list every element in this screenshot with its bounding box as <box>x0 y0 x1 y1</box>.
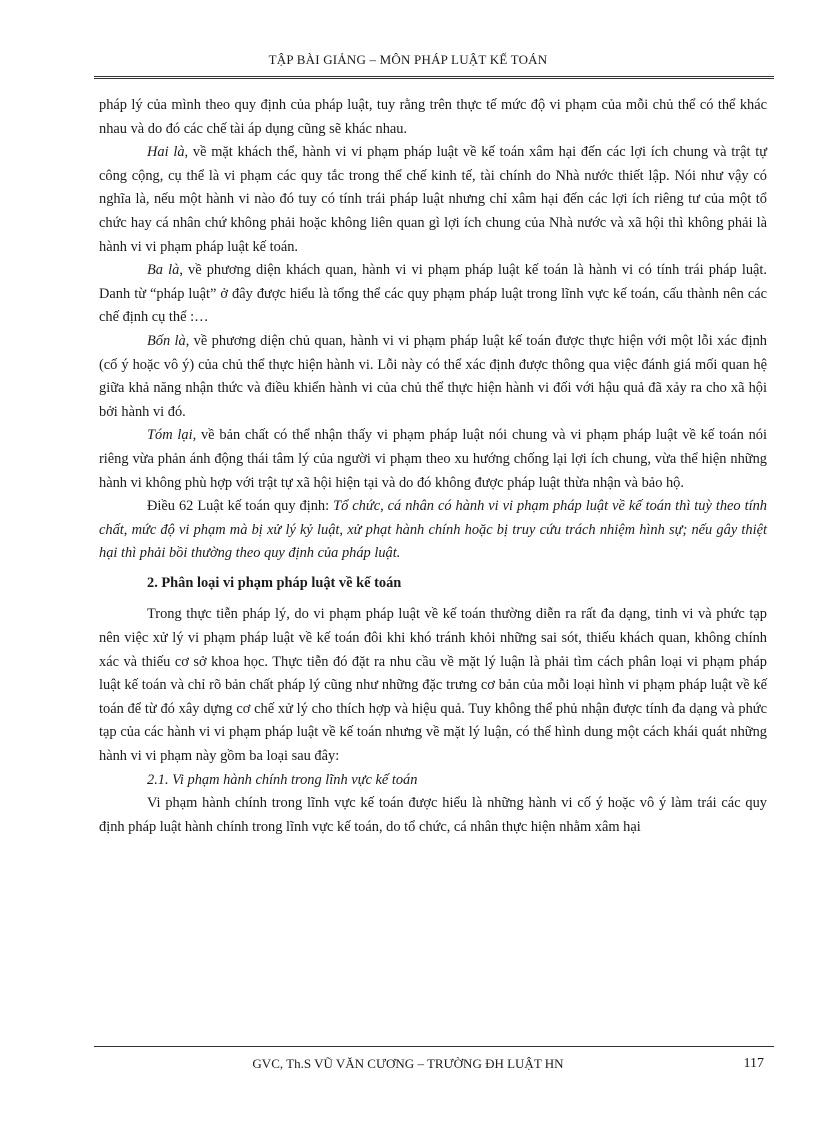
footer-author: GVC, Th.S VŨ VĂN CƯƠNG – TRƯỜNG ĐH LUẬT HN <box>252 1056 564 1071</box>
text-ba-la: , về phương diện khách quan, hành vi vi phạm pháp luật kế toán là hành vi có tính trái pháp luật. Danh từ “pháp luật” ở đây được hiểu là tổng thể các quy phạm pháp luật trong lĩnh vực kế toán, cấu thành nên các chế định cụ thể :… <box>99 262 768 326</box>
paragraph-vi-pham-hanh-chinh: Vi phạm hành chính trong lĩnh vực kế toán được hiểu là những hành vi cố ý hoặc vô ý làm trái các quy định pháp luật hành chính trong lĩnh vực kế toán, do tổ chức, cá nhân thực hiện nhằm xâm hại <box>99 795 767 835</box>
subsection-heading: 2.1. Vi phạm hành chính trong lĩnh vực kế toán <box>147 771 418 788</box>
paragraph-dieu-62 <box>99 495 767 566</box>
text-tom-lai: về bản chất có thể nhận thấy vi phạm pháp luật nói chung và vi phạm pháp luật về kế toán nói riêng vừa phản ánh động thái tâm lý của người vi phạm theo xu hướng chống lại lợi ích chung, vừa thể hiện những hành vi không phù hợp với trật tự xã hội hiện tại và do đó không được pháp luật thừa nhận và bảo hộ. <box>99 427 767 491</box>
lead-ba-la: Ba là <box>147 262 180 279</box>
paragraph-ba-la <box>99 259 767 330</box>
lead-hai-la: Hai là <box>147 144 185 161</box>
page-number: 117 <box>743 1056 764 1071</box>
footer-rule <box>94 1046 774 1047</box>
paragraph-phan-loai: Trong thực tiễn pháp lý, do vi phạm pháp luật về kế toán thường diễn ra rất đa dạng, tinh vi và phức tạp nên việc xử lý vi phạm pháp luật về kế toán đôi khi khó tránh khỏi những sai sót, thiếu khách quan, không chính xác và thiếu cơ sở khoa học. Thực tiễn đó đặt ra nhu cầu về mặt lý luận là phải tìm cách phân loại vi phạm pháp luật kế toán và chỉ rõ bản chất pháp lý cũng như những đặc trưng cơ bản của mỗi loại hình vi phạm pháp luật về kế toán để từ đó xây dựng cơ chế xử lý cho thích hợp và hiệu quả. Tuy không thể phủ nhận được tính đa dạng và phức tạp của các hành vi vi phạm pháp luật về kế toán nhưng về mặt lý luận, có thể hình dung một cách khái quát những hành vi vi phạm này gồm ba loại sau đây: <box>99 606 767 765</box>
paragraph-continuation: pháp lý của mình theo quy định của pháp luật, tuy rằng trên thực tế mức độ vi phạm của mỗi chủ thể có thể khác nhau và do đó các chế tài áp dụng cũng sẽ khác nhau. <box>99 97 767 137</box>
text-hai-la: , về mặt khách thể, hành vi vi phạm pháp luật về kế toán xâm hại đến các lợi ích chung và trật tự công cộng, cụ thể là vi phạm các quy tắc trong thể chế kinh tế, tài chính do Nhà nước thiết lập. Nói như vậy có nghĩa là, nếu một hành vi nào đó tuy có tính trái pháp luật nhưng chỉ xâm hại đến các lợi ích riêng tư của một tổ chức hay cá nhân chứ không phải hoặc không liên quan gì lợi ích chung của Nhà nước và xã hội thì không phải là hành vi vi phạm pháp luật kế toán. <box>99 144 767 255</box>
lead-bon-la: Bốn là <box>147 332 186 349</box>
section-heading: 2. Phân loại vi phạm pháp luật về kế toán <box>147 574 402 591</box>
lead-tom-lai: Tóm lại, <box>147 427 197 444</box>
header-rule <box>94 76 774 77</box>
header-rule-double <box>94 78 774 79</box>
running-header: TẬP BÀI GIẢNG – MÔN PHÁP LUẬT KẾ TOÁN <box>268 52 548 67</box>
paragraph-hai-la <box>99 141 767 259</box>
quote-dieu-62: Tổ chức, cá nhân có hành vi vi phạm pháp luật về kế toán thì tuỳ theo tính chất, mức độ vi phạm mà bị xử lý kỷ luật, xử phạt hành chính hoặc bị truy cứu trách nhiệm hình sự; nếu gây thiệt hại thì phải bồi thường theo quy định của pháp luật. <box>99 498 767 562</box>
lead-dieu-62: Điều 62 Luật kế toán quy định: <box>147 498 334 515</box>
body-text <box>99 94 767 839</box>
text-bon-la: , về phương diện chủ quan, hành vi vi phạm pháp luật kế toán được thực hiện với một lỗi xác định (cố ý hoặc vô ý) của chủ thể thực hiện hành vi. Lỗi này có thể xác định được thông qua việc đánh giá mối quan hệ giữa khả năng nhận thức và điều khiển hành vi của chủ thể thực hiện hành vi đối với hậu quả đã xảy ra cho xã hội bởi hành vi đó. <box>99 332 767 420</box>
paragraph-tom-lai <box>99 424 767 495</box>
paragraph-bon-la <box>99 330 767 424</box>
